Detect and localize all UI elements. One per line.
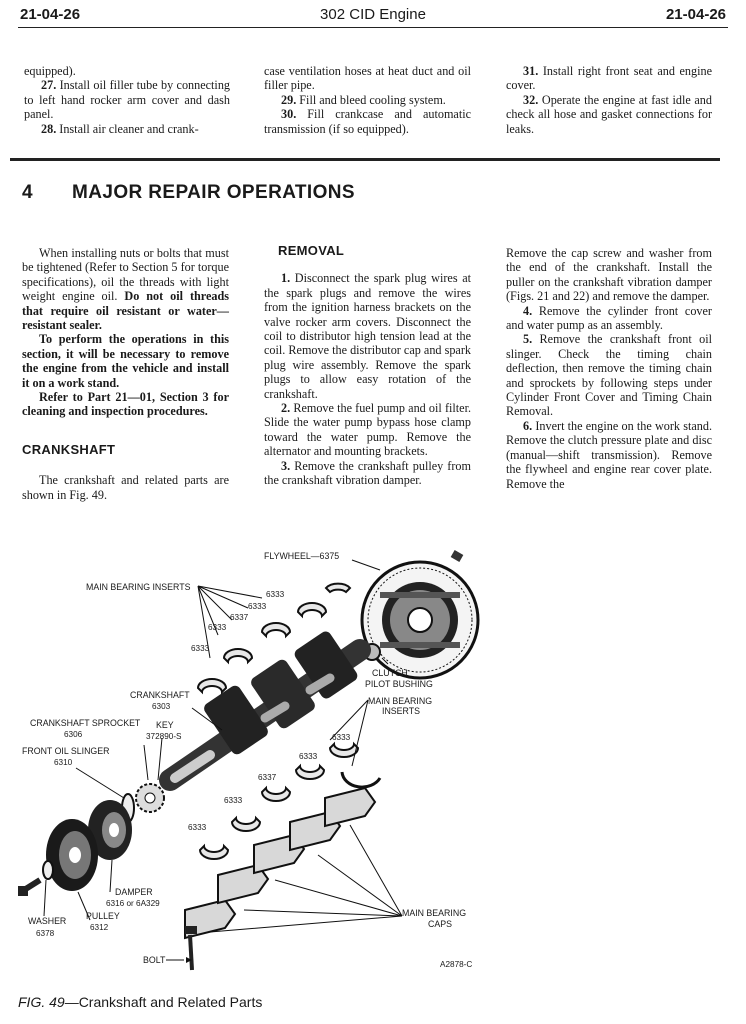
caption-fig-number: FIG. 49 — [18, 994, 65, 1010]
body-column-3 — [506, 246, 712, 491]
step-text: Remove the fuel pump and oil filter. Slide the water pump bypass hose clamp toward the water pump. Remove the alternator and mounting brackets. — [264, 401, 472, 459]
step-number: 1. — [281, 271, 291, 286]
paragraph — [506, 64, 712, 93]
paragraph: equipped). — [24, 64, 76, 78]
label-clutch: CLUTCH — [372, 668, 408, 678]
label-caps: CAPS — [428, 919, 452, 929]
sprocket-drawing — [136, 784, 164, 812]
label-damper: DAMPER — [115, 887, 153, 897]
section-title: MAJOR REPAIR OPERATIONS — [72, 182, 355, 203]
subheading-crankshaft: CRANKSHAFT — [22, 441, 116, 457]
paragraph — [506, 332, 712, 418]
step-number: 3. — [281, 458, 291, 473]
paragraph — [22, 332, 229, 390]
step-text: Fill and bleed cooling system. — [299, 92, 446, 107]
label-art-code: A2878-C — [440, 960, 473, 969]
label-flywheel: FLYWHEEL—6375 — [264, 551, 340, 561]
label-part-number: 6333 — [266, 590, 285, 599]
step-text: Fill crankcase and automatic transmission (if so equipped). — [264, 107, 472, 136]
paragraph: The crankshaft and related parts are shown in Fig. 49. — [22, 473, 229, 502]
page-header-title: 302 CID Engine — [320, 6, 426, 23]
step-number: 5. — [523, 332, 533, 347]
paragraph — [264, 401, 471, 459]
paragraph: Remove the cap screw and washer from the end of the crankshaft. Install the puller on the crankshaft vibration damper (Figs. 21 and 22) and remove the damper. — [506, 246, 712, 304]
label-bolt: BOLT — [143, 955, 166, 965]
paragraph — [22, 246, 229, 332]
header-rule — [18, 27, 728, 28]
label-part-number: 6333 — [248, 602, 267, 611]
paragraph — [264, 271, 471, 401]
paragraph — [264, 93, 471, 107]
step-text: Install right front seat and engine cover. — [506, 64, 712, 93]
paragraph-text: When installing nuts or bolts that must be tightened (Refer to Section 5 for torque specifications), oil the threads with light weight engine oil. — [22, 246, 229, 304]
label-part-number: 6333 — [332, 733, 351, 742]
step-number: 30. — [281, 107, 297, 122]
step-number: 2. — [281, 401, 291, 416]
paragraph — [24, 122, 230, 136]
label-front-oil-slinger: FRONT OIL SLINGER — [22, 746, 110, 756]
bold-paragraph: Refer to Part 21—01, Section 3 for cleaning and inspection procedures. — [22, 390, 229, 419]
top-column-1 — [24, 64, 230, 136]
paragraph — [264, 107, 471, 136]
step-text: Remove the cylinder front cover and water pump as an assembly. — [506, 303, 712, 333]
step-text: Disconnect the spark plug wires at the spark plugs and remove the wires from the ignition harness brackets on the valve rocker arm covers. Disconnect the coil to distributor high tension lead at the coil. Remove the distributor cap and spark plug wire assembly. Remove the spark plugs to allow easy rotation of the crankshaft. — [264, 271, 472, 401]
label-part-number: 372890-S — [146, 732, 182, 741]
label-main-bearing-caps: MAIN BEARING — [402, 908, 467, 918]
caption-text: —Crankshaft and Related Parts — [64, 994, 263, 1010]
body-column-2 — [264, 244, 471, 488]
label-part-number: 6333 — [299, 752, 318, 761]
pulley-drawing — [46, 819, 98, 891]
step-text: Operate the engine at fast idle and check all hose and gasket connections for leaks. — [506, 92, 712, 136]
label-part-number: 6333 — [191, 644, 210, 653]
step-number: 6. — [523, 418, 533, 433]
label-part-number: 6378 — [36, 929, 55, 938]
paragraph — [22, 390, 229, 419]
label-part-number: 6337 — [258, 773, 277, 782]
label-main-bearing-inserts-top: MAIN BEARING INSERTS — [86, 582, 191, 592]
step-text: Install oil filler tube by connecting to left hand rocker arm cover and dash panel. — [24, 78, 231, 122]
label-part-number: 6310 — [54, 758, 73, 767]
flywheel-drawing — [362, 562, 478, 678]
label-inserts: INSERTS — [382, 706, 420, 716]
label-part-number: 6337 — [230, 613, 249, 622]
body-column-1 — [22, 246, 229, 502]
section-rule — [10, 158, 720, 161]
top-column-2 — [264, 64, 471, 136]
step-text: Remove the crankshaft pulley from the crankshaft vibration damper. — [264, 458, 471, 488]
label-key: KEY — [156, 720, 174, 730]
top-column-3 — [506, 64, 712, 136]
label-part-number: 6333 — [188, 823, 207, 832]
step-text: Remove the crankshaft front oil slinger. Check the timing chain deflection, then remove the timing chain and sprockets by following steps under Cylinder Front Cover and Timing Chain Removal. — [506, 332, 712, 419]
page-number-right: 21-04-26 — [665, 6, 726, 23]
step-number: 4. — [523, 303, 533, 318]
page-number-left: 21-04-26 — [20, 6, 81, 23]
label-part-number: 6303 — [152, 702, 171, 711]
step-number: 32. — [523, 92, 539, 107]
step-number: 31. — [523, 64, 539, 78]
label-main-bearing: MAIN BEARING — [368, 696, 433, 706]
step-text: Install air cleaner and crank- — [59, 121, 199, 136]
bold-warning: Do not oil threads that require oil resistant or water—resistant sealer. — [22, 289, 229, 333]
paragraph — [24, 78, 230, 121]
step-number: 28. — [41, 121, 57, 136]
label-crankshaft-sprocket: CRANKSHAFT SPROCKET — [30, 718, 141, 728]
label-part-number: 6333 — [224, 796, 243, 805]
label-part-number: 6316 or 6A329 — [106, 899, 160, 908]
step-number: 27. — [41, 78, 57, 93]
section-number: 4 — [22, 182, 33, 203]
paragraph — [506, 304, 712, 333]
paragraph — [506, 93, 712, 136]
label-pulley: PULLEY — [86, 911, 120, 921]
label-washer: WASHER — [28, 916, 67, 926]
paragraph — [264, 459, 471, 488]
paragraph: case ventilation hoses at heat duct and oil filler pipe. — [264, 64, 471, 93]
label-pilot-bushing: PILOT BUSHING — [365, 679, 433, 689]
label-part-number: 6333 — [208, 623, 227, 632]
label-part-number: 6312 — [90, 923, 109, 932]
label-part-number: 6306 — [64, 730, 83, 739]
paragraph — [506, 419, 712, 491]
subheading-removal: REMOVAL — [278, 243, 345, 258]
step-text: Invert the engine on the work stand. Remove the clutch pressure plate and disc (manual—shift transmission). Remove the flywheel and engine rear cover plate. Remove the — [506, 418, 713, 491]
bold-paragraph: To perform the operations in this section, it will be necessary to remove the engine from the vehicle and install it on a work stand. — [22, 332, 229, 390]
step-number: 29. — [281, 92, 297, 107]
figure-caption — [18, 994, 262, 1010]
label-crankshaft: CRANKSHAFT — [130, 690, 190, 700]
